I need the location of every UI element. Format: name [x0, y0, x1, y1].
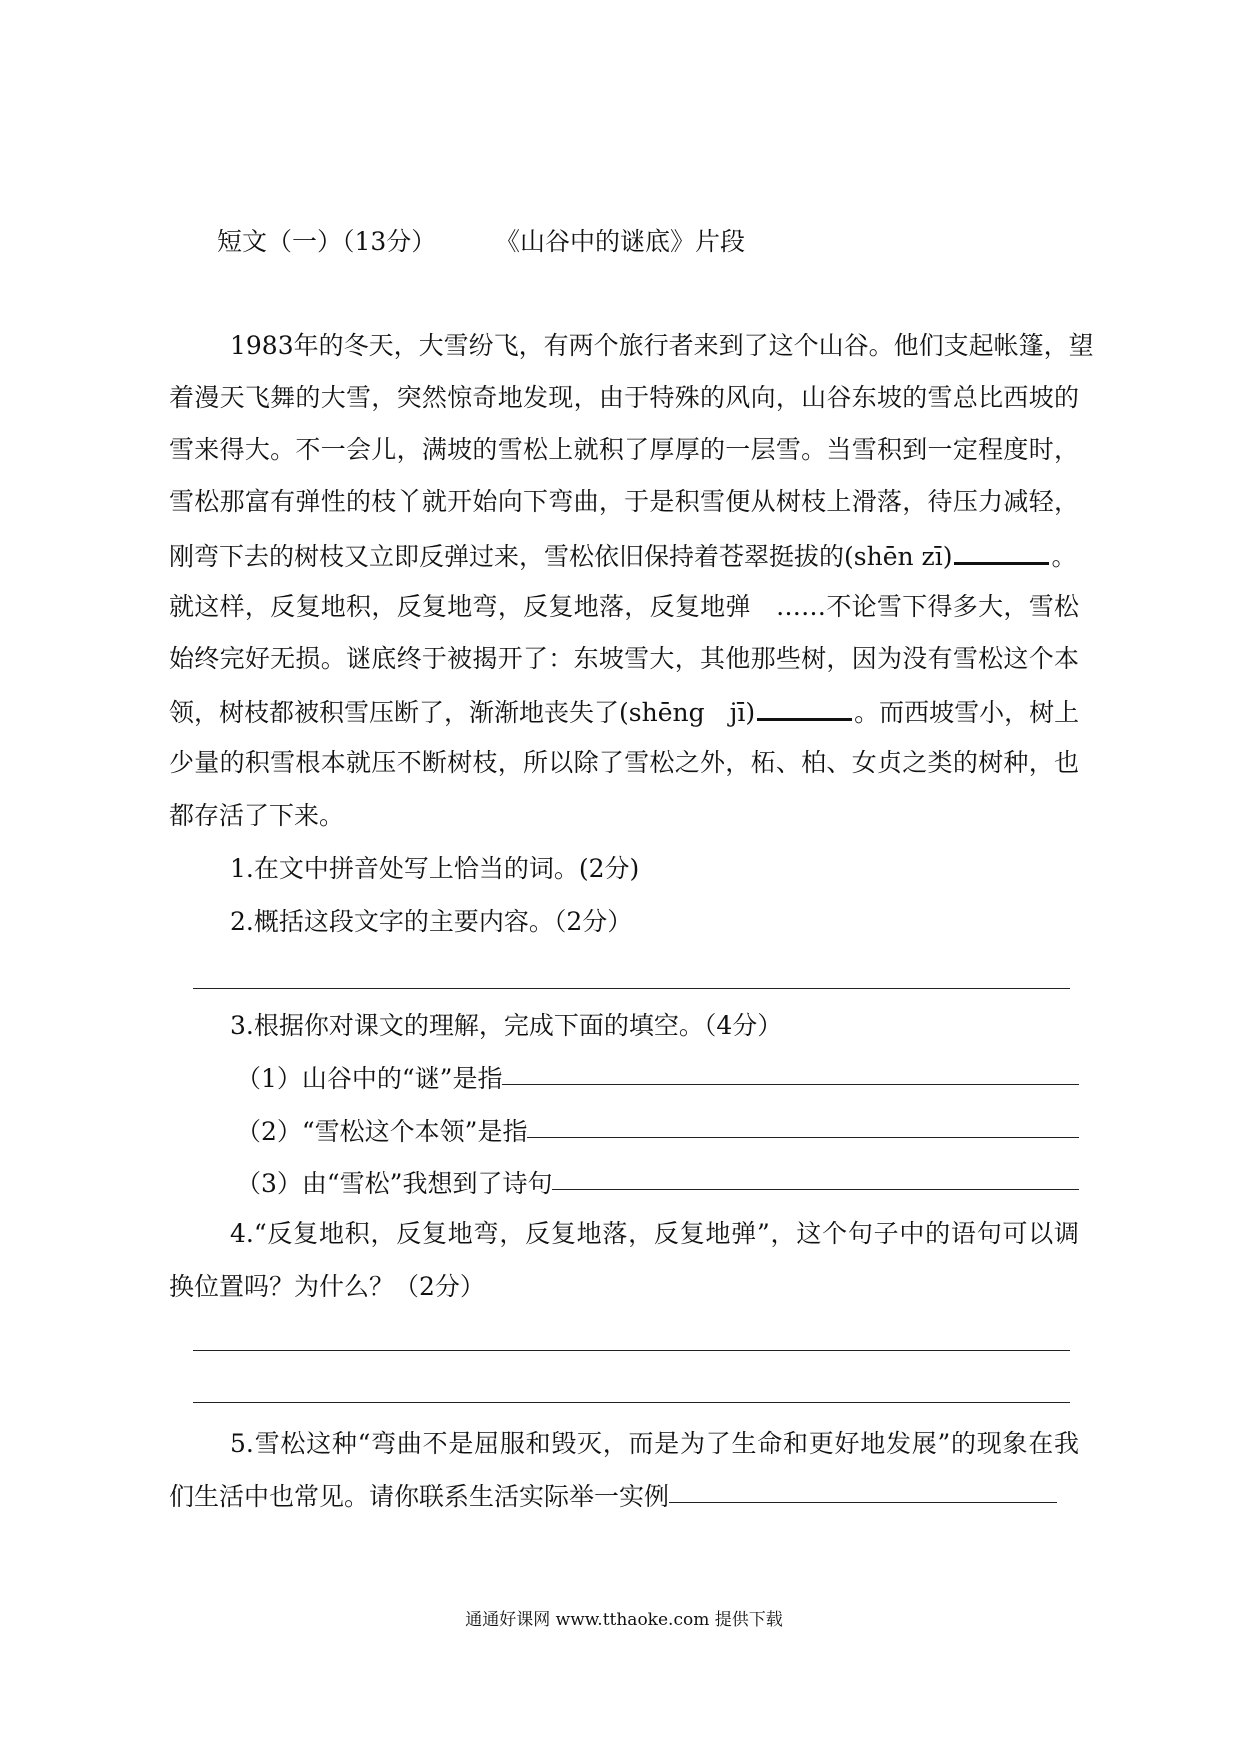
pinyin-prompt: (shēn zī) [844, 542, 953, 571]
answer-blank[interactable] [502, 1064, 1079, 1085]
sub-question-label: （3）由“雪松”我想到了诗句 [236, 1169, 553, 1198]
passage-line: 着漫天飞舞的大雪，突然惊奇地发现，由于特殊的风向，山谷东坡的雪总比西坡的 [169, 383, 1079, 412]
footer-source: 通通好课网 www.tthaoke.com 提供下载 [465, 1610, 783, 1630]
passage-line: 都存活了下来。 [169, 801, 345, 830]
question-5: 5.雪松这种“弯曲不是屈服和毁灭，而是为了生命和更好地发展”的现象在我 [230, 1429, 1079, 1458]
passage-line: 始终完好无损。谜底终于被揭开了：东坡雪大，其他那些树，因为没有雪松这个本 [169, 644, 1079, 673]
question-4: 4.“反复地积，反复地弯，反复地落，反复地弹”，这个句子中的语句可以调 [230, 1219, 1079, 1248]
passage-line: 1983年的冬天，大雪纷飞，有两个旅行者来到了这个山谷。他们支起帐篷，望 [230, 331, 1094, 360]
answer-blank[interactable] [669, 1482, 1057, 1503]
question-5-cont [169, 1482, 1057, 1512]
question-3-sub-2 [236, 1117, 1079, 1147]
question-3-sub-3 [236, 1169, 1079, 1199]
answer-line[interactable] [193, 1350, 1070, 1351]
question-2: 2.概括这段文字的主要内容。（2分） [230, 907, 633, 936]
passage-text: 领，树枝都被积雪压断了，渐渐地丧失了 [169, 698, 620, 727]
passage-line [169, 540, 1076, 572]
passage-title: 《山谷中的谜底》片段 [495, 227, 746, 256]
passage-text: 。 [1051, 542, 1077, 571]
answer-blank[interactable] [954, 540, 1049, 565]
answer-line[interactable] [193, 1402, 1070, 1403]
passage-line: 雪松那富有弹性的枝丫就开始向下弯曲，于是积雪便从树枝上滑落，待压力减轻， [169, 487, 1079, 516]
question-3: 3.根据你对课文的理解，完成下面的填空。（4分） [230, 1011, 783, 1040]
sub-question-label: （1）山谷中的“谜”是指 [236, 1064, 503, 1093]
answer-blank[interactable] [757, 696, 852, 721]
passage-line: 就这样，反复地积，反复地弯，反复地落，反复地弹 ……不论雪下得多大，雪松 [169, 592, 1079, 621]
answer-blank[interactable] [527, 1117, 1079, 1138]
section-heading: 短文（一）（13分） [217, 227, 437, 256]
pinyin-prompt: (shēng jī) [619, 698, 756, 727]
passage-line: 雪来得大。不一会儿，满坡的雪松上就积了厚厚的一层雪。当雪积到一定程度时， [169, 435, 1079, 464]
question-3-sub-1 [236, 1064, 1079, 1094]
passage-text: 刚弯下去的树枝又立即反弹过来，雪松依旧保持着苍翠挺拔的 [169, 542, 845, 571]
question-text: 们生活中也常见。请你联系生活实际举一实例 [169, 1482, 670, 1511]
question-1: 1.在文中拼音处写上恰当的词。(2分) [230, 854, 640, 883]
answer-blank[interactable] [552, 1169, 1079, 1190]
passage-line [169, 696, 1079, 728]
question-4-cont: 换位置吗？为什么？（2分） [169, 1272, 485, 1301]
answer-line[interactable] [193, 988, 1070, 989]
passage-text: 。而西坡雪小，树上 [854, 698, 1080, 727]
sub-question-label: （2）“雪松这个本领”是指 [236, 1117, 528, 1146]
passage-line: 少量的积雪根本就压不断树枝，所以除了雪松之外，柘、柏、女贞之类的树种，也 [169, 748, 1079, 777]
